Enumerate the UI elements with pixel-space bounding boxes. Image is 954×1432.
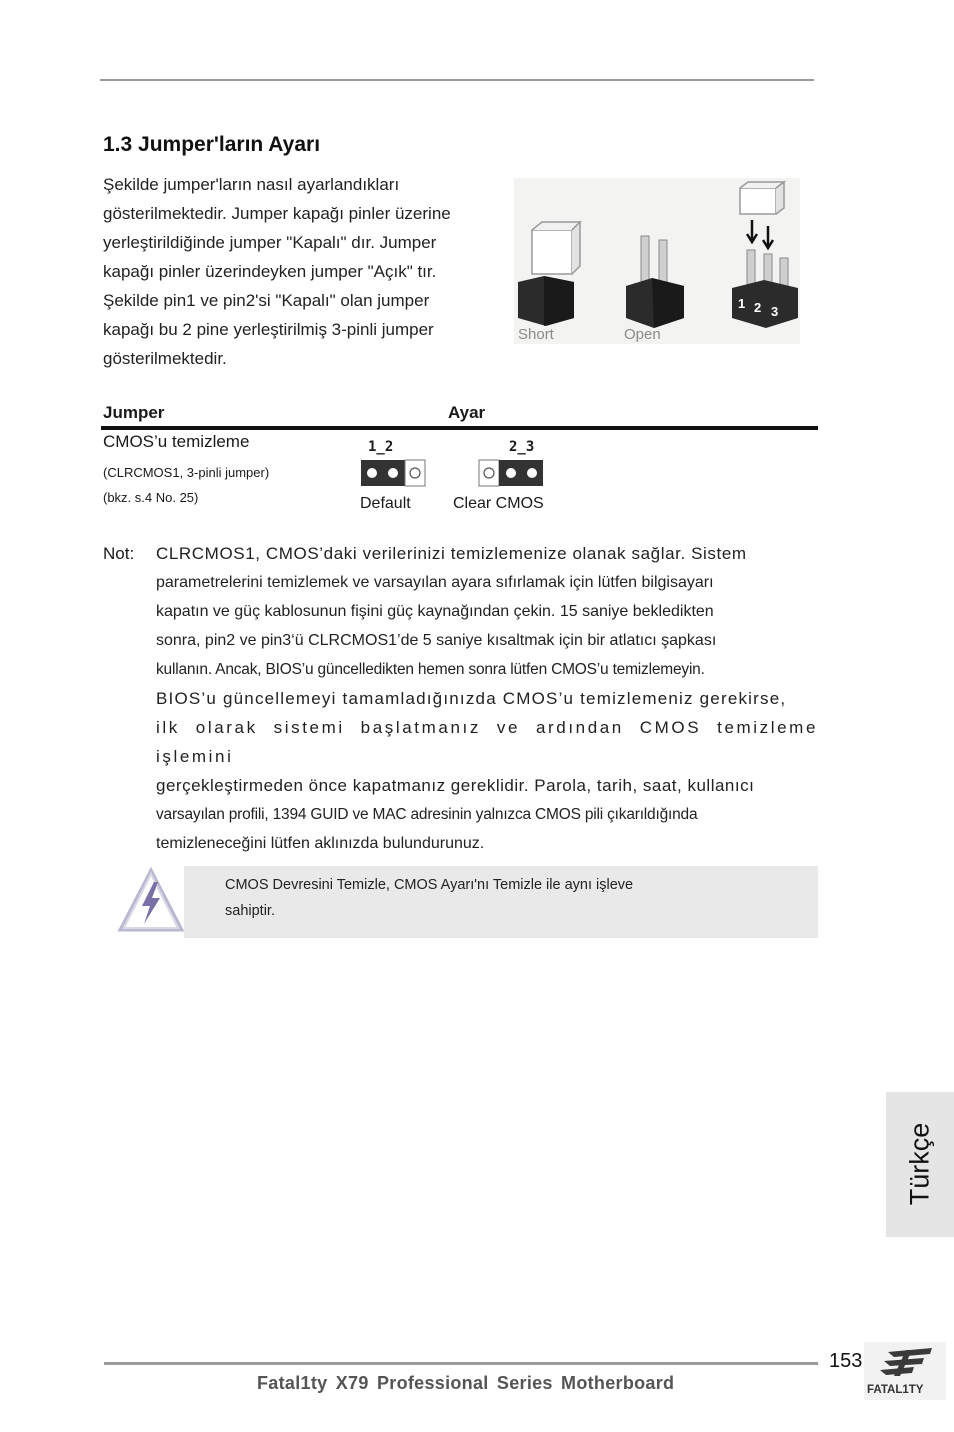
note-line: varsayılan profili, 1394 GUID ve MAC adresinin yalnızca CMOS pili çıkarıldığında — [156, 806, 698, 823]
clear-cmos-caption: Clear CMOS — [453, 495, 544, 512]
warning-line: sahiptir. — [225, 903, 275, 919]
open-label: Open — [624, 326, 661, 343]
clear-pins-label: 2_3 — [509, 439, 535, 455]
note-line: BIOS’u güncellemeyi tamamladığınızda CMOS’u temizlemeniz gerekirse, — [156, 689, 787, 708]
language-label: Türkçe — [904, 1122, 935, 1206]
note-paragraph — [156, 539, 818, 858]
intro-line: kapağı pinler üzerindeyken jumper "Açık" tır. — [103, 262, 437, 281]
fatal1ty-logo — [864, 1342, 946, 1400]
row-title: CMOS’u temizleme — [103, 432, 250, 451]
note-label: Not: — [103, 544, 135, 563]
note-line: kullanın. Ancak, BIOS’u güncelledikten hemen sonra lütfen CMOS’u temizlemeyin. — [156, 661, 705, 678]
warning-text — [225, 872, 785, 924]
note-line: ilk olarak sistemi başlatmanız ve ardından CMOS temizleme işlemini — [156, 718, 818, 766]
pin-number-1: 1 — [738, 296, 746, 311]
language-side-tab — [886, 1092, 954, 1237]
intro-line: gösterilmektedir. Jumper kapağı pinler üzerine — [103, 204, 451, 223]
table-header-rule — [101, 426, 818, 430]
warning-line: CMOS Devresini Temizle, CMOS Ayarı'nı Temizle ile aynı işleve — [225, 877, 634, 893]
default-pins-label: 1_2 — [368, 439, 394, 455]
short-label: Short — [518, 326, 554, 343]
note-line: parametrelerini temizlemek ve varsayılan ayara sıfırlamak için lütfen bilgisayarı — [156, 574, 714, 591]
default-caption: Default — [360, 495, 411, 512]
intro-line: Şekilde jumper'ların nasıl ayarlandıkları — [103, 175, 400, 194]
clear-cmos-jumper-diagram — [478, 459, 544, 487]
intro-line: gösterilmektedir. — [103, 349, 227, 368]
bottom-rule — [104, 1362, 818, 1365]
note-line: kapatın ve güç kablosunun fişini güç kaynağından çekin. 15 saniye bekledikten — [156, 603, 714, 620]
open-jumper-graphic — [626, 236, 684, 328]
intro-line: yerleştirildiğinde jumper "Kapalı" dır. Jumper — [103, 233, 437, 252]
row-subtitle: (CLRCMOS1, 3-pinli jumper) — [103, 465, 270, 480]
logo-text: FATAL1TY — [867, 1384, 924, 1396]
pin-number-2: 2 — [754, 300, 762, 315]
table-header-jumper: Jumper — [103, 403, 165, 422]
row-reference: (bkz. s.4 No. 25) — [103, 490, 199, 505]
note-line: gerçekleştirmeden önce kapatmanız gereklidir. Parola, tarih, saat, kullanıcı — [156, 776, 755, 795]
section-heading: 1.3 Jumper'ların Ayarı — [103, 133, 321, 156]
note-line: temizleneceğini lütfen aklınızda bulundurunuz. — [156, 835, 485, 852]
intro-paragraph — [103, 170, 503, 373]
intro-line: kapağı bu 2 pine yerleştirilmiş 3-pinli jumper — [103, 320, 434, 339]
short-jumper-graphic — [518, 222, 580, 326]
warning-triangle-lightning-icon — [116, 866, 186, 941]
top-rule — [100, 79, 814, 81]
page-number: 153 — [829, 1350, 863, 1372]
note-line: CLRCMOS1, CMOS’daki verilerinizi temizlemenize olanak sağlar. Sistem — [156, 544, 747, 563]
pin-number-3: 3 — [771, 304, 779, 319]
jumper-illustration — [514, 178, 800, 344]
footer-title: Fatal1ty X79 Professional Series Motherboard — [257, 1373, 675, 1393]
table-header-ayar: Ayar — [448, 403, 486, 422]
intro-line: Şekilde pin1 ve pin2'si "Kapalı" olan jumper — [103, 291, 430, 310]
note-line: sonra, pin2 ve pin3‘ü CLRCMOS1’de 5 saniye kısaltmak için bir atlatıcı şapkası — [156, 632, 717, 649]
default-jumper-diagram — [360, 459, 426, 487]
